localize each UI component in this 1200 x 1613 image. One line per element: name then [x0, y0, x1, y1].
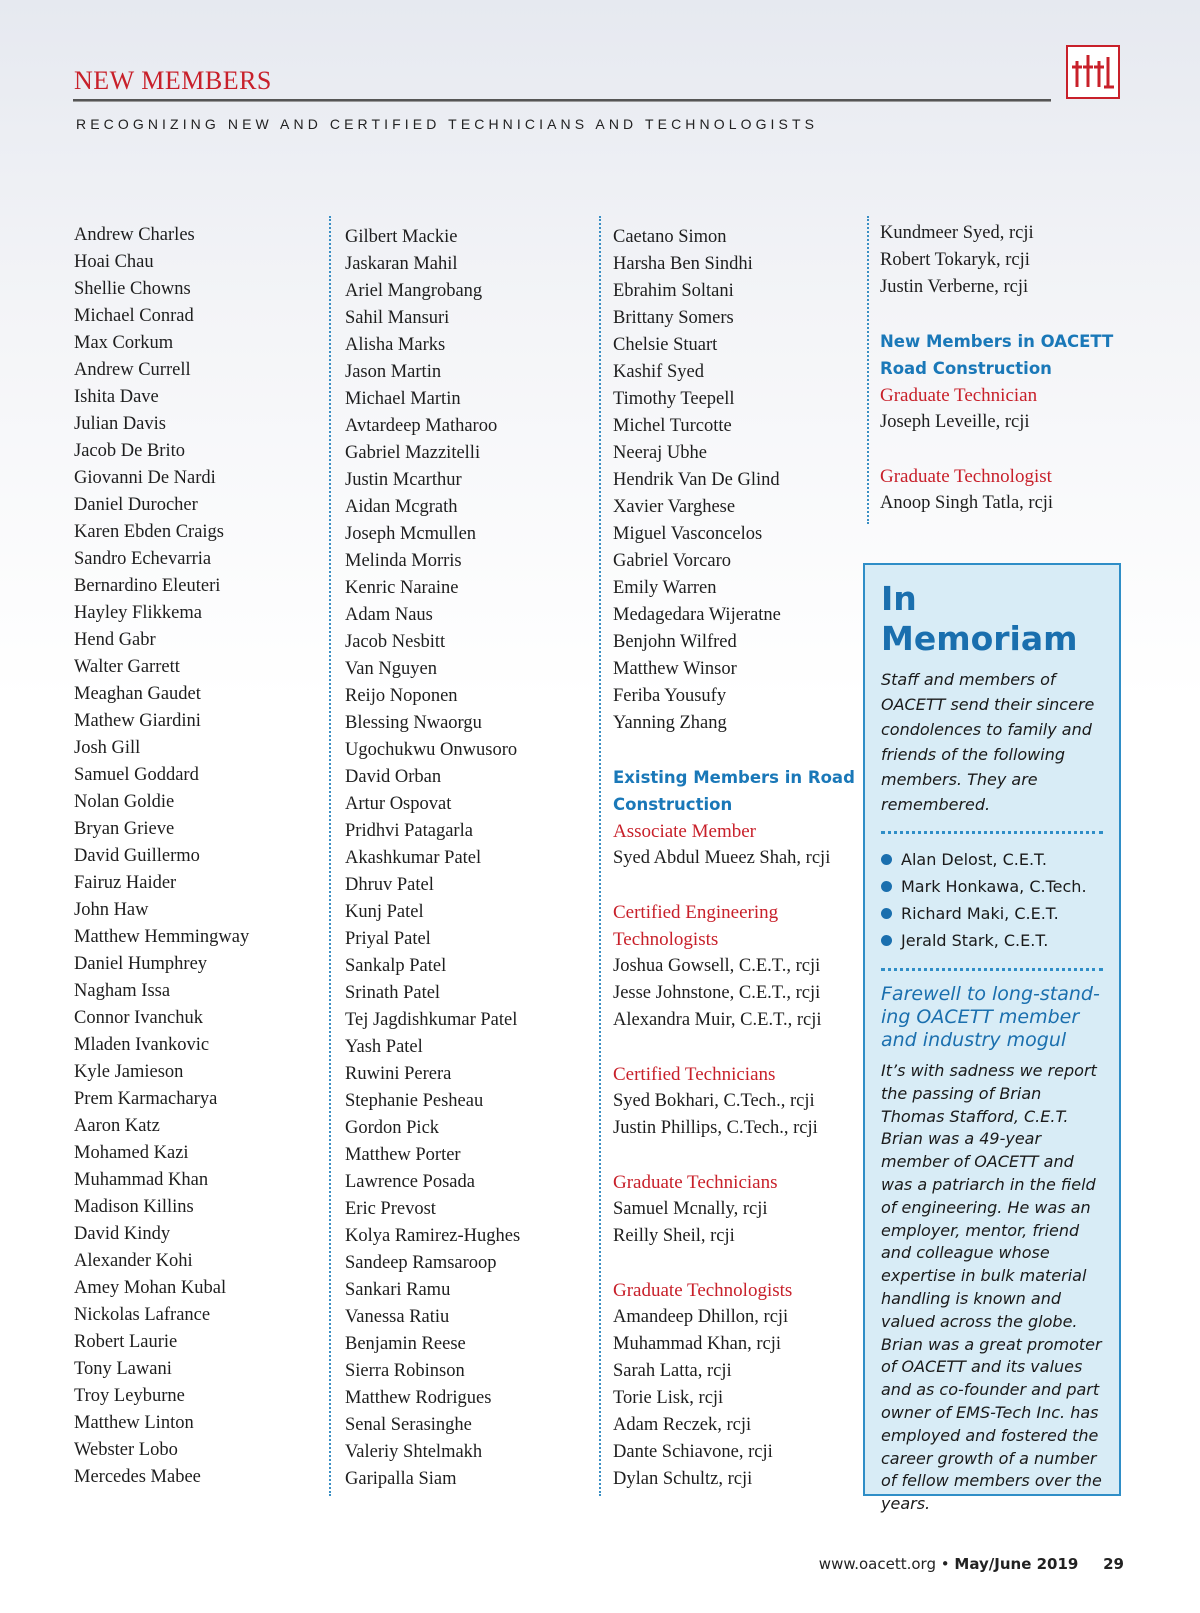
ct-list [613, 1088, 855, 1142]
oacett-logo-icon [1068, 47, 1118, 97]
column-1 [74, 222, 249, 1491]
member-name: Hoai Chau [74, 252, 154, 272]
grad-technician-heading: Graduate Technician [880, 385, 1038, 406]
member-name: Madison Killins [74, 1197, 194, 1217]
footer-issue: May/June 2019 [954, 1555, 1079, 1573]
member-name: Van Nguyen [345, 659, 437, 679]
gt-heading: Graduate Technicians [613, 1172, 778, 1193]
cet-heading-1: Certified Engineering [613, 902, 779, 923]
member-name: Amey Mohan Kubal [74, 1278, 227, 1298]
new-road-heading-1: New Members in OACETT [880, 332, 1114, 351]
member-name: Vanessa Ratiu [345, 1307, 450, 1327]
member-name: Syed Abdul Mueez Shah, rcji [613, 848, 831, 868]
member-name: Matthew Rodrigues [345, 1388, 492, 1408]
member-name: Aidan Mcgrath [345, 497, 458, 517]
header-rule [73, 99, 1051, 102]
member-name: Timothy Teepell [613, 389, 735, 409]
memoriam-title: In Memoriam [881, 579, 1078, 658]
memoriam-member-name: Alan Delost, C.E.T. [901, 850, 1048, 869]
member-name: Matthew Winsor [613, 659, 737, 679]
name-list-4 [880, 220, 1113, 301]
member-name: Mladen Ivankovic [74, 1035, 210, 1055]
member-name: Torie Lisk, rcji [613, 1388, 724, 1408]
member-name: Karen Ebden Craigs [74, 522, 225, 542]
member-name: Muhammad Khan [74, 1170, 209, 1190]
member-name: Joseph Mcmullen [345, 524, 477, 544]
footer-separator: • [940, 1555, 950, 1573]
member-name: John Haw [74, 900, 149, 920]
member-name: David Orban [345, 767, 442, 787]
member-name: Benjamin Reese [345, 1334, 466, 1354]
associate-member-list [613, 845, 855, 872]
member-name: Nickolas Lafrance [74, 1305, 211, 1325]
member-name: Meaghan Gaudet [74, 684, 201, 704]
column-3 [613, 224, 855, 1493]
new-road-heading-2: Road Construction [880, 359, 1052, 378]
new-road-section [880, 328, 1113, 436]
member-name: Sierra Robinson [345, 1361, 465, 1381]
member-name: Brittany Somers [613, 308, 734, 328]
member-name: Blessing Nwaorgu [345, 713, 482, 733]
memoriam-member [881, 927, 1103, 954]
in-memoriam-box [863, 563, 1121, 1514]
member-name: Hayley Flikkema [74, 603, 202, 623]
grad-technologist-section [880, 463, 1113, 517]
member-name: Sankalp Patel [345, 956, 447, 976]
member-name: Alexandra Muir, C.E.T., rcji [613, 1010, 822, 1030]
member-name: Ugochukwu Onwusoro [345, 740, 518, 760]
member-name: Connor Ivanchuk [74, 1008, 203, 1028]
member-name: Miguel Vasconcelos [613, 524, 763, 544]
member-name: Yanning Zhang [613, 713, 727, 733]
member-name: Priyal Patel [345, 929, 431, 949]
member-name: Justin Mcarthur [345, 470, 462, 490]
member-name: Dhruv Patel [345, 875, 434, 895]
member-name: David Guillermo [74, 846, 200, 866]
member-name: Benjohn Wilfred [613, 632, 737, 652]
member-name: Fairuz Haider [74, 873, 177, 893]
ct-section [613, 1061, 855, 1142]
member-name: Ariel Mangrobang [345, 281, 483, 301]
page-number: 29 [1103, 1555, 1124, 1573]
memoriam-list [881, 846, 1103, 954]
farewell-title: Farewell to long-stand-ing OACETT member and industry mogul [881, 983, 1100, 1051]
column-divider-1 [329, 216, 331, 1496]
cet-section [613, 899, 855, 1034]
member-name: Emily Warren [613, 578, 717, 598]
memoriam-member-name: Jerald Stark, C.E.T. [901, 931, 1049, 950]
member-name: Amandeep Dhillon, rcji [613, 1307, 789, 1327]
member-name: Michel Turcotte [613, 416, 732, 436]
member-name: Srinath Patel [345, 983, 441, 1003]
member-name: Chelsie Stuart [613, 335, 718, 355]
member-name: Garipalla Siam [345, 1469, 457, 1489]
memoriam-member [881, 900, 1103, 927]
footer-url: www.oacett.org [818, 1555, 936, 1573]
member-name: Ruwini Perera [345, 1064, 452, 1084]
member-name: Jesse Johnstone, C.E.T., rcji [613, 983, 821, 1003]
member-name: Melinda Morris [345, 551, 462, 571]
member-name: Josh Gill [74, 738, 141, 758]
bullet-icon [881, 854, 892, 865]
memoriam-member-name: Mark Honkawa, C.Tech. [901, 877, 1087, 896]
member-name: Justin Verberne, rcji [880, 277, 1029, 297]
member-name: Dylan Schultz, rcji [613, 1469, 753, 1489]
page-subtitle: RECOGNIZING NEW AND CERTIFIED TECHNICIANS AND TECHNOLOGISTS [76, 116, 819, 132]
member-name: Robert Tokaryk, rcji [880, 250, 1030, 270]
member-name: Gabriel Mazzitelli [345, 443, 481, 463]
member-name: Webster Lobo [74, 1440, 178, 1460]
member-name: Avtardeep Matharoo [345, 416, 498, 436]
member-name: Kolya Ramirez-Hughes [345, 1226, 521, 1246]
member-name: Mohamed Kazi [74, 1143, 189, 1163]
member-name: Aaron Katz [74, 1116, 160, 1136]
existing-road-heading-1: Existing Members in Road [613, 768, 855, 787]
member-name: Kenric Naraine [345, 578, 459, 598]
member-name: Reijo Noponen [345, 686, 458, 706]
grad-technician-list [880, 409, 1113, 436]
member-name: Daniel Humphrey [74, 954, 208, 974]
member-name: Giovanni De Nardi [74, 468, 216, 488]
memoriam-separator-2 [881, 968, 1103, 971]
member-name: Nolan Goldie [74, 792, 175, 812]
member-name: Gabriel Vorcaro [613, 551, 731, 571]
member-name: Robert Laurie [74, 1332, 178, 1352]
member-name: Alexander Kohi [74, 1251, 193, 1271]
associate-member-heading: Associate Member [613, 821, 756, 842]
page-title: NEW MEMBERS [74, 66, 272, 95]
member-name: Samuel Goddard [74, 765, 199, 785]
member-name: Michael Martin [345, 389, 461, 409]
member-name: Kashif Syed [613, 362, 704, 382]
member-name: Yash Patel [345, 1037, 423, 1057]
bullet-icon [881, 935, 892, 946]
memoriam-separator-1 [881, 831, 1103, 834]
name-list-1 [74, 222, 249, 1491]
member-name: Harsha Ben Sindhi [613, 254, 753, 274]
column-4 [880, 220, 1113, 517]
member-name: Mathew Giardini [74, 711, 201, 731]
member-name: Ishita Dave [74, 387, 159, 407]
member-name: Matthew Hemmingway [74, 927, 250, 947]
existing-road-section [613, 764, 855, 872]
member-name: Artur Ospovat [345, 794, 452, 814]
member-name: Matthew Linton [74, 1413, 194, 1433]
member-name: Julian Davis [74, 414, 166, 434]
member-name: Feriba Yousufy [613, 686, 727, 706]
member-name: Akashkumar Patel [345, 848, 482, 868]
member-name: Adam Reczek, rcji [613, 1415, 752, 1435]
column-2 [345, 224, 520, 1493]
member-name: Jacob Nesbitt [345, 632, 446, 652]
memoriam-member-name: Richard Maki, C.E.T. [901, 904, 1059, 923]
existing-road-heading-2: Construction [613, 795, 733, 814]
member-name: Shellie Chowns [74, 279, 191, 299]
member-name: David Kindy [74, 1224, 171, 1244]
member-name: Senal Serasinghe [345, 1415, 472, 1435]
member-name: Medagedara Wijeratne [613, 605, 781, 625]
member-name: Sandeep Ramsaroop [345, 1253, 497, 1273]
member-name: Anoop Singh Tatla, rcji [880, 493, 1054, 513]
gtech-section [613, 1277, 855, 1493]
member-name: Joshua Gowsell, C.E.T., rcji [613, 956, 821, 976]
member-name: Max Corkum [74, 333, 174, 353]
ct-heading: Certified Technicians [613, 1064, 776, 1085]
member-name: Alisha Marks [345, 335, 446, 355]
member-name: Gordon Pick [345, 1118, 440, 1138]
memoriam-member [881, 873, 1103, 900]
member-name: Kyle Jamieson [74, 1062, 184, 1082]
member-name: Walter Garrett [74, 657, 180, 677]
bullet-icon [881, 881, 892, 892]
cet-heading-2: Technologists [613, 929, 719, 950]
member-name: Sankari Ramu [345, 1280, 451, 1300]
member-name: Tony Lawani [74, 1359, 172, 1379]
member-name: Xavier Varghese [613, 497, 736, 517]
member-name: Eric Prevost [345, 1199, 436, 1219]
member-name: Reilly Sheil, rcji [613, 1226, 735, 1246]
member-name: Tej Jagdishkumar Patel [345, 1010, 518, 1030]
member-name: Mercedes Mabee [74, 1467, 201, 1487]
member-name: Joseph Leveille, rcji [880, 412, 1030, 432]
grad-technologist-heading: Graduate Technologist [880, 466, 1052, 487]
member-name: Lawrence Posada [345, 1172, 475, 1192]
gtech-list [613, 1304, 855, 1493]
member-name: Ebrahim Soltani [613, 281, 734, 301]
cet-list [613, 953, 855, 1034]
member-name: Nagham Issa [74, 981, 171, 1001]
farewell-body: It’s with sadness we report the passing of Brian Thomas Stafford, C.E.T. Brian was a 49-year member of OACETT and was a patriarch in the field of engineering. He was an employer, mentor, friend and colleague whose expertise in bulk material handling is known and valued across the globe. Brian was a great promoter of OACETT and its values and as co-founder and part owner of EMS-Tech Inc. has employed and fostered the career growth of a number of fellow members over the years. [881, 1061, 1102, 1514]
column-divider-2 [599, 216, 601, 1496]
member-name: Sahil Mansuri [345, 308, 450, 328]
member-name: Sarah Latta, rcji [613, 1361, 732, 1381]
member-name: Troy Leyburne [74, 1386, 185, 1406]
member-name: Syed Bokhari, C.Tech., rcji [613, 1091, 815, 1111]
member-name: Valeriy Shtelmakh [345, 1442, 483, 1462]
member-name: Muhammad Khan, rcji [613, 1334, 781, 1354]
gt-section [613, 1169, 855, 1250]
member-name: Adam Naus [345, 605, 433, 625]
member-name: Matthew Porter [345, 1145, 461, 1165]
member-name: Michael Conrad [74, 306, 194, 326]
member-name: Bryan Grieve [74, 819, 175, 839]
name-list-2 [345, 224, 520, 1493]
member-name: Gilbert Mackie [345, 227, 458, 247]
member-name: Pridhvi Patagarla [345, 821, 473, 841]
member-name: Neeraj Ubhe [613, 443, 707, 463]
memoriam-member [881, 846, 1103, 873]
member-name: Andrew Charles [74, 225, 195, 245]
member-name: Jacob De Brito [74, 441, 185, 461]
member-name: Daniel Durocher [74, 495, 198, 515]
member-name: Jaskaran Mahil [345, 254, 458, 274]
page-footer [819, 1555, 1124, 1573]
member-name: Justin Phillips, C.Tech., rcji [613, 1118, 818, 1138]
name-list-3 [613, 224, 855, 737]
member-name: Hend Gabr [74, 630, 156, 650]
member-name: Hendrik Van De Glind [613, 470, 780, 490]
member-name: Prem Karmacharya [74, 1089, 218, 1109]
gtech-heading: Graduate Technologists [613, 1280, 793, 1301]
grad-technologist-list [880, 490, 1113, 517]
member-name: Sandro Echevarria [74, 549, 212, 569]
memoriam-intro: Staff and members of OACETT send their sincere condolences to family and friends of the following members. They are remembered. [881, 670, 1095, 814]
member-name: Kundmeer Syed, rcji [880, 223, 1034, 243]
member-name: Jason Martin [345, 362, 442, 382]
member-name: Caetano Simon [613, 227, 727, 247]
gt-list [613, 1196, 855, 1250]
member-name: Kunj Patel [345, 902, 424, 922]
member-name: Dante Schiavone, rcji [613, 1442, 773, 1462]
bullet-icon [881, 908, 892, 919]
member-name: Stephanie Pesheau [345, 1091, 484, 1111]
member-name: Andrew Currell [74, 360, 191, 380]
oacett-logo [1066, 45, 1120, 99]
member-name: Samuel Mcnally, rcji [613, 1199, 768, 1219]
member-name: Bernardino Eleuteri [74, 576, 221, 596]
column-divider-3 [867, 216, 869, 524]
